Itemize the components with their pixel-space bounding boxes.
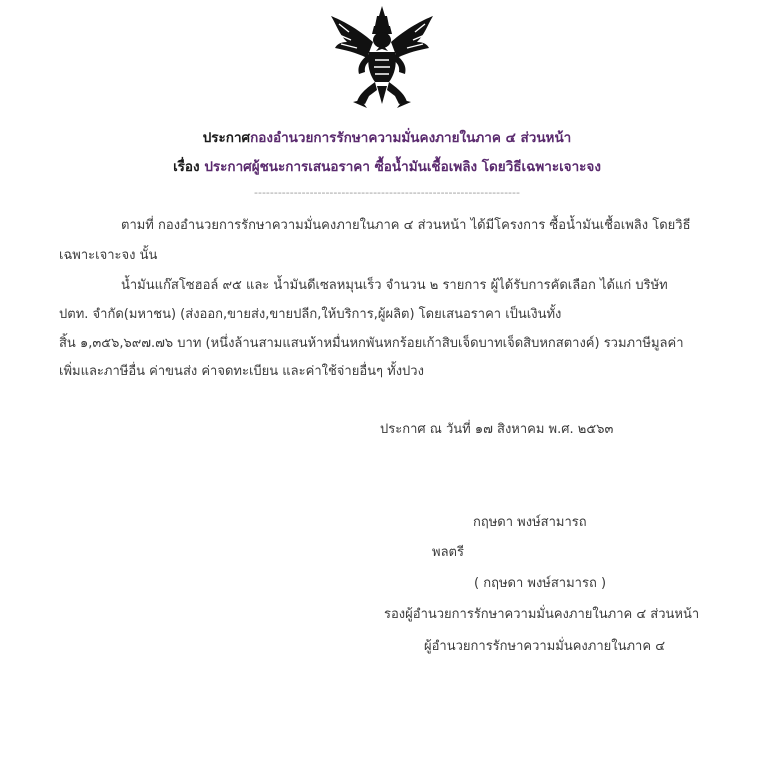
paragraph2-line1: น้ำมันแก๊สโซฮอล์ ๙๕ และ น้ำมันดีเซลหมุนเร็ว จำนวน ๒ รายการ ผู้ได้รับการคัดเลือก ได้แก่ บริษัท — [121, 278, 668, 293]
signatory-rank: พลตรี — [432, 545, 464, 560]
signatory-position: รองผู้อำนวยการรักษาความมั่นคงภายในภาค ๔ ส่วนหน้า — [384, 607, 700, 622]
divider-line: ------------------------------------------------------------------- — [254, 186, 520, 199]
garuda-emblem-icon — [327, 4, 437, 112]
signatory-name-parenthesized: ( กฤษดา พงษ์สามารถ ) — [474, 576, 607, 591]
paragraph2-line4: เพิ่มและภาษีอื่น ค่าขนส่ง ค่าจดทะเบียน และค่าใช้จ่ายอื่นๆ ทั้งปวง — [59, 364, 424, 379]
announcement-subject — [0, 155, 774, 177]
subject-text: ประกาศผู้ชนะการเสนอราคา ซื้อน้ำมันเชื้อเพลิง โดยวิธีเฉพาะเจาะจง — [204, 159, 601, 175]
paragraph1-line1: ตามที่ กองอำนวยการรักษาความมั่นคงภายในภาค ๔ ส่วนหน้า ได้มีโครงการ ซื้อน้ำมันเชื้อเพลิง โดยวิธี — [121, 218, 691, 233]
announcement-title — [0, 126, 774, 148]
title-prefix: ประกาศ — [202, 130, 251, 146]
paragraph2-line3: สิ้น ๑,๓๕๖,๖๙๗.๗๖ บาท (หนึ่งล้านสามแสนห้าหมื่นหกพันหกร้อยเก้าสิบเจ็ดบาทเจ็ดสิบหกสตางค์) รวมภาษีมูลค่า — [59, 336, 684, 351]
signatory-acting-position: ผู้อำนวยการรักษาความมั่นคงภายในภาค ๔ — [424, 639, 666, 654]
paragraph2-line2: ปตท. จำกัด(มหาชน) (ส่งออก,ขายส่ง,ขายปลีก,ให้บริการ,ผู้ผลิต) โดยเสนอราคา เป็นเงินทั้ง — [59, 307, 562, 322]
announcement-date: ประกาศ ณ วันที่ ๑๗ สิงหาคม พ.ศ. ๒๕๖๓ — [380, 422, 614, 437]
paragraph1-line2: เฉพาะเจาะจง นั้น — [59, 248, 158, 263]
signature-name: กฤษดา พงษ์สามารถ — [473, 515, 587, 530]
subject-prefix: เรื่อง — [173, 159, 205, 175]
title-organization: กองอำนวยการรักษาความมั่นคงภายในภาค ๔ ส่วนหน้า — [250, 130, 572, 146]
